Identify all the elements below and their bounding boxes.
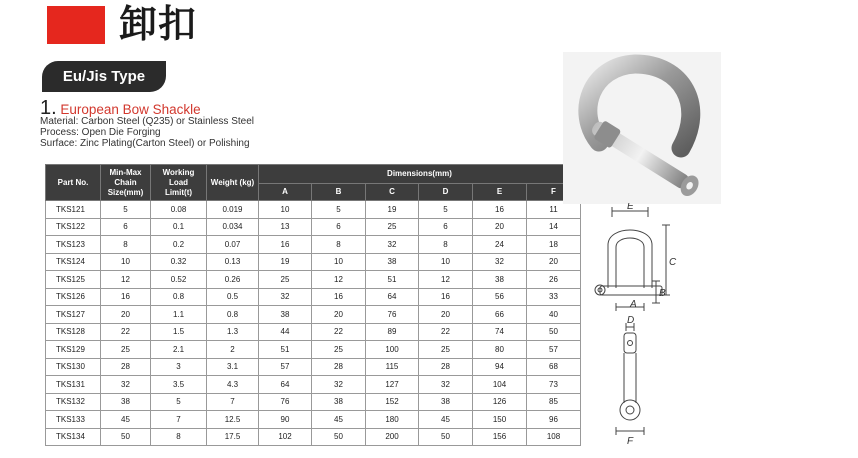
- header-dim-c: C: [366, 184, 419, 201]
- table-cell: 64: [259, 376, 312, 394]
- table-cell: 25: [312, 341, 366, 359]
- table-cell: 10: [312, 253, 366, 271]
- table-cell: 8: [419, 236, 473, 254]
- part-number-cell: TKS134: [46, 428, 101, 446]
- table-cell: 25: [419, 341, 473, 359]
- table-cell: 1.1: [151, 306, 207, 324]
- table-cell: 0.019: [207, 201, 259, 219]
- header-dim-e: E: [473, 184, 527, 201]
- table-row: [46, 358, 581, 376]
- header-working-load-limit: Working Load Limit(t): [151, 165, 207, 201]
- table-cell: 94: [473, 358, 527, 376]
- table-cell: 0.5: [207, 288, 259, 306]
- table-cell: 152: [366, 393, 419, 411]
- spec-table: [45, 164, 581, 446]
- table-cell: 104: [473, 376, 527, 394]
- table-cell: 12: [101, 271, 151, 289]
- table-cell: 3.5: [151, 376, 207, 394]
- table-cell: 6: [101, 218, 151, 236]
- shackle-side-view: [616, 323, 644, 435]
- shackle-photo: [563, 52, 721, 204]
- table-cell: 32: [259, 288, 312, 306]
- table-cell: 20: [473, 218, 527, 236]
- part-number-cell: TKS126: [46, 288, 101, 306]
- header-dim-d: D: [419, 184, 473, 201]
- table-cell: 74: [473, 323, 527, 341]
- section-number: 1.: [40, 97, 57, 119]
- table-cell: 10: [101, 253, 151, 271]
- table-cell: 8: [312, 236, 366, 254]
- table-cell: 5: [151, 393, 207, 411]
- part-number-cell: TKS130: [46, 358, 101, 376]
- table-cell: 32: [473, 253, 527, 271]
- table-cell: 68: [527, 358, 581, 376]
- table-cell: 2.1: [151, 341, 207, 359]
- dim-label-a: A: [630, 299, 637, 310]
- table-cell: 50: [419, 428, 473, 446]
- table-cell: 10: [259, 201, 312, 219]
- table-cell: 200: [366, 428, 419, 446]
- table-cell: 20: [101, 306, 151, 324]
- table-row: [46, 271, 581, 289]
- table-row: [46, 411, 581, 429]
- table-row: [46, 341, 581, 359]
- table-cell: 0.08: [151, 201, 207, 219]
- table-cell: 76: [259, 393, 312, 411]
- table-cell: 0.07: [207, 236, 259, 254]
- part-number-cell: TKS131: [46, 376, 101, 394]
- table-cell: 45: [101, 411, 151, 429]
- table-row: [46, 428, 581, 446]
- table-cell: 108: [527, 428, 581, 446]
- table-cell: 28: [419, 358, 473, 376]
- table-cell: 32: [419, 376, 473, 394]
- table-cell: 90: [259, 411, 312, 429]
- part-number-cell: TKS127: [46, 306, 101, 324]
- table-cell: 0.32: [151, 253, 207, 271]
- dim-label-c: C: [669, 257, 677, 268]
- table-cell: 32: [101, 376, 151, 394]
- table-cell: 28: [312, 358, 366, 376]
- table-cell: 14: [527, 218, 581, 236]
- table-cell: 57: [527, 341, 581, 359]
- shackle-drawing: [586, 203, 681, 448]
- table-cell: 51: [366, 271, 419, 289]
- table-row: [46, 323, 581, 341]
- part-number-cell: TKS128: [46, 323, 101, 341]
- table-cell: 5: [101, 201, 151, 219]
- header-dimensions: Dimensions(mm): [259, 165, 581, 184]
- table-row: [46, 201, 581, 219]
- table-cell: 66: [473, 306, 527, 324]
- table-cell: 0.8: [151, 288, 207, 306]
- table-cell: 156: [473, 428, 527, 446]
- table-cell: 8: [151, 428, 207, 446]
- table-cell: 19: [366, 201, 419, 219]
- table-cell: 0.2: [151, 236, 207, 254]
- table-cell: 25: [101, 341, 151, 359]
- table-cell: 0.26: [207, 271, 259, 289]
- table-row: [46, 218, 581, 236]
- table-cell: 32: [312, 376, 366, 394]
- table-cell: 64: [366, 288, 419, 306]
- table-cell: 38: [419, 393, 473, 411]
- table-cell: 127: [366, 376, 419, 394]
- table-cell: 80: [473, 341, 527, 359]
- table-cell: 45: [312, 411, 366, 429]
- table-cell: 12: [312, 271, 366, 289]
- table-cell: 25: [259, 271, 312, 289]
- table-cell: 12: [419, 271, 473, 289]
- table-cell: 7: [207, 393, 259, 411]
- spec-material: Material: Carbon Steel (Q235) or Stainless Steel: [40, 116, 254, 127]
- table-cell: 2: [207, 341, 259, 359]
- part-number-cell: TKS122: [46, 218, 101, 236]
- table-cell: 126: [473, 393, 527, 411]
- table-row: [46, 236, 581, 254]
- table-cell: 76: [366, 306, 419, 324]
- spec-process: Process: Open Die Forging: [40, 127, 161, 138]
- red-accent-block: [47, 6, 105, 44]
- table-cell: 33: [527, 288, 581, 306]
- header-part-no: Part No.: [46, 165, 101, 201]
- table-cell: 1.5: [151, 323, 207, 341]
- table-cell: 32: [366, 236, 419, 254]
- table-cell: 12.5: [207, 411, 259, 429]
- table-cell: 10: [419, 253, 473, 271]
- table-cell: 40: [527, 306, 581, 324]
- header-weight: Weight (kg): [207, 165, 259, 201]
- table-cell: 20: [527, 253, 581, 271]
- dim-label-f: F: [627, 436, 634, 447]
- table-row: [46, 253, 581, 271]
- part-number-cell: TKS125: [46, 271, 101, 289]
- table-cell: 22: [312, 323, 366, 341]
- table-cell: 44: [259, 323, 312, 341]
- table-cell: 5: [312, 201, 366, 219]
- table-cell: 50: [527, 323, 581, 341]
- table-cell: 50: [101, 428, 151, 446]
- table-cell: 16: [312, 288, 366, 306]
- table-cell: 3.1: [207, 358, 259, 376]
- part-number-cell: TKS124: [46, 253, 101, 271]
- table-cell: 115: [366, 358, 419, 376]
- table-cell: 11: [527, 201, 581, 219]
- table-cell: 96: [527, 411, 581, 429]
- table-cell: 1.3: [207, 323, 259, 341]
- part-number-cell: TKS133: [46, 411, 101, 429]
- header-dim-a: A: [259, 184, 312, 201]
- table-cell: 3: [151, 358, 207, 376]
- table-cell: 50: [312, 428, 366, 446]
- table-cell: 20: [419, 306, 473, 324]
- page-title: 卸扣: [119, 2, 198, 46]
- table-cell: 73: [527, 376, 581, 394]
- table-cell: 0.1: [151, 218, 207, 236]
- dim-label-b: B: [659, 288, 666, 299]
- table-cell: 22: [101, 323, 151, 341]
- dim-label-e: E: [627, 203, 634, 212]
- part-number-cell: TKS121: [46, 201, 101, 219]
- table-cell: 100: [366, 341, 419, 359]
- table-cell: 16: [101, 288, 151, 306]
- table-cell: 20: [312, 306, 366, 324]
- part-number-cell: TKS132: [46, 393, 101, 411]
- table-cell: 38: [259, 306, 312, 324]
- table-cell: 7: [151, 411, 207, 429]
- header-dim-f: F: [527, 184, 581, 201]
- table-cell: 16: [419, 288, 473, 306]
- table-cell: 24: [473, 236, 527, 254]
- table-cell: 89: [366, 323, 419, 341]
- table-cell: 0.13: [207, 253, 259, 271]
- table-cell: 8: [101, 236, 151, 254]
- table-cell: 38: [312, 393, 366, 411]
- table-cell: 0.52: [151, 271, 207, 289]
- table-cell: 51: [259, 341, 312, 359]
- table-cell: 16: [259, 236, 312, 254]
- table-cell: 180: [366, 411, 419, 429]
- table-cell: 56: [473, 288, 527, 306]
- table-cell: 85: [527, 393, 581, 411]
- part-number-cell: TKS129: [46, 341, 101, 359]
- table-cell: 6: [419, 218, 473, 236]
- table-cell: 38: [473, 271, 527, 289]
- table-cell: 25: [366, 218, 419, 236]
- table-cell: 18: [527, 236, 581, 254]
- dim-label-d: D: [627, 315, 635, 326]
- table-cell: 17.5: [207, 428, 259, 446]
- table-row: [46, 393, 581, 411]
- table-cell: 13: [259, 218, 312, 236]
- table-cell: 38: [101, 393, 151, 411]
- table-cell: 4.3: [207, 376, 259, 394]
- table-cell: 16: [473, 201, 527, 219]
- table-row: [46, 288, 581, 306]
- table-cell: 0.034: [207, 218, 259, 236]
- table-cell: 5: [419, 201, 473, 219]
- table-cell: 57: [259, 358, 312, 376]
- table-cell: 19: [259, 253, 312, 271]
- table-cell: 6: [312, 218, 366, 236]
- spec-surface: Surface: Zinc Plating(Carton Steel) or Polishing: [40, 138, 250, 149]
- table-cell: 0.8: [207, 306, 259, 324]
- table-cell: 45: [419, 411, 473, 429]
- table-cell: 102: [259, 428, 312, 446]
- table-row: [46, 376, 581, 394]
- type-tab: Eu/Jis Type: [42, 61, 166, 92]
- header-dim-b: B: [312, 184, 366, 201]
- table-cell: 22: [419, 323, 473, 341]
- part-number-cell: TKS123: [46, 236, 101, 254]
- table-cell: 26: [527, 271, 581, 289]
- header-min-max-chain: Min-Max Chain Size(mm): [101, 165, 151, 201]
- section-name: European Bow Shackle: [60, 102, 201, 117]
- table-row: [46, 306, 581, 324]
- table-cell: 28: [101, 358, 151, 376]
- table-cell: 38: [366, 253, 419, 271]
- table-cell: 150: [473, 411, 527, 429]
